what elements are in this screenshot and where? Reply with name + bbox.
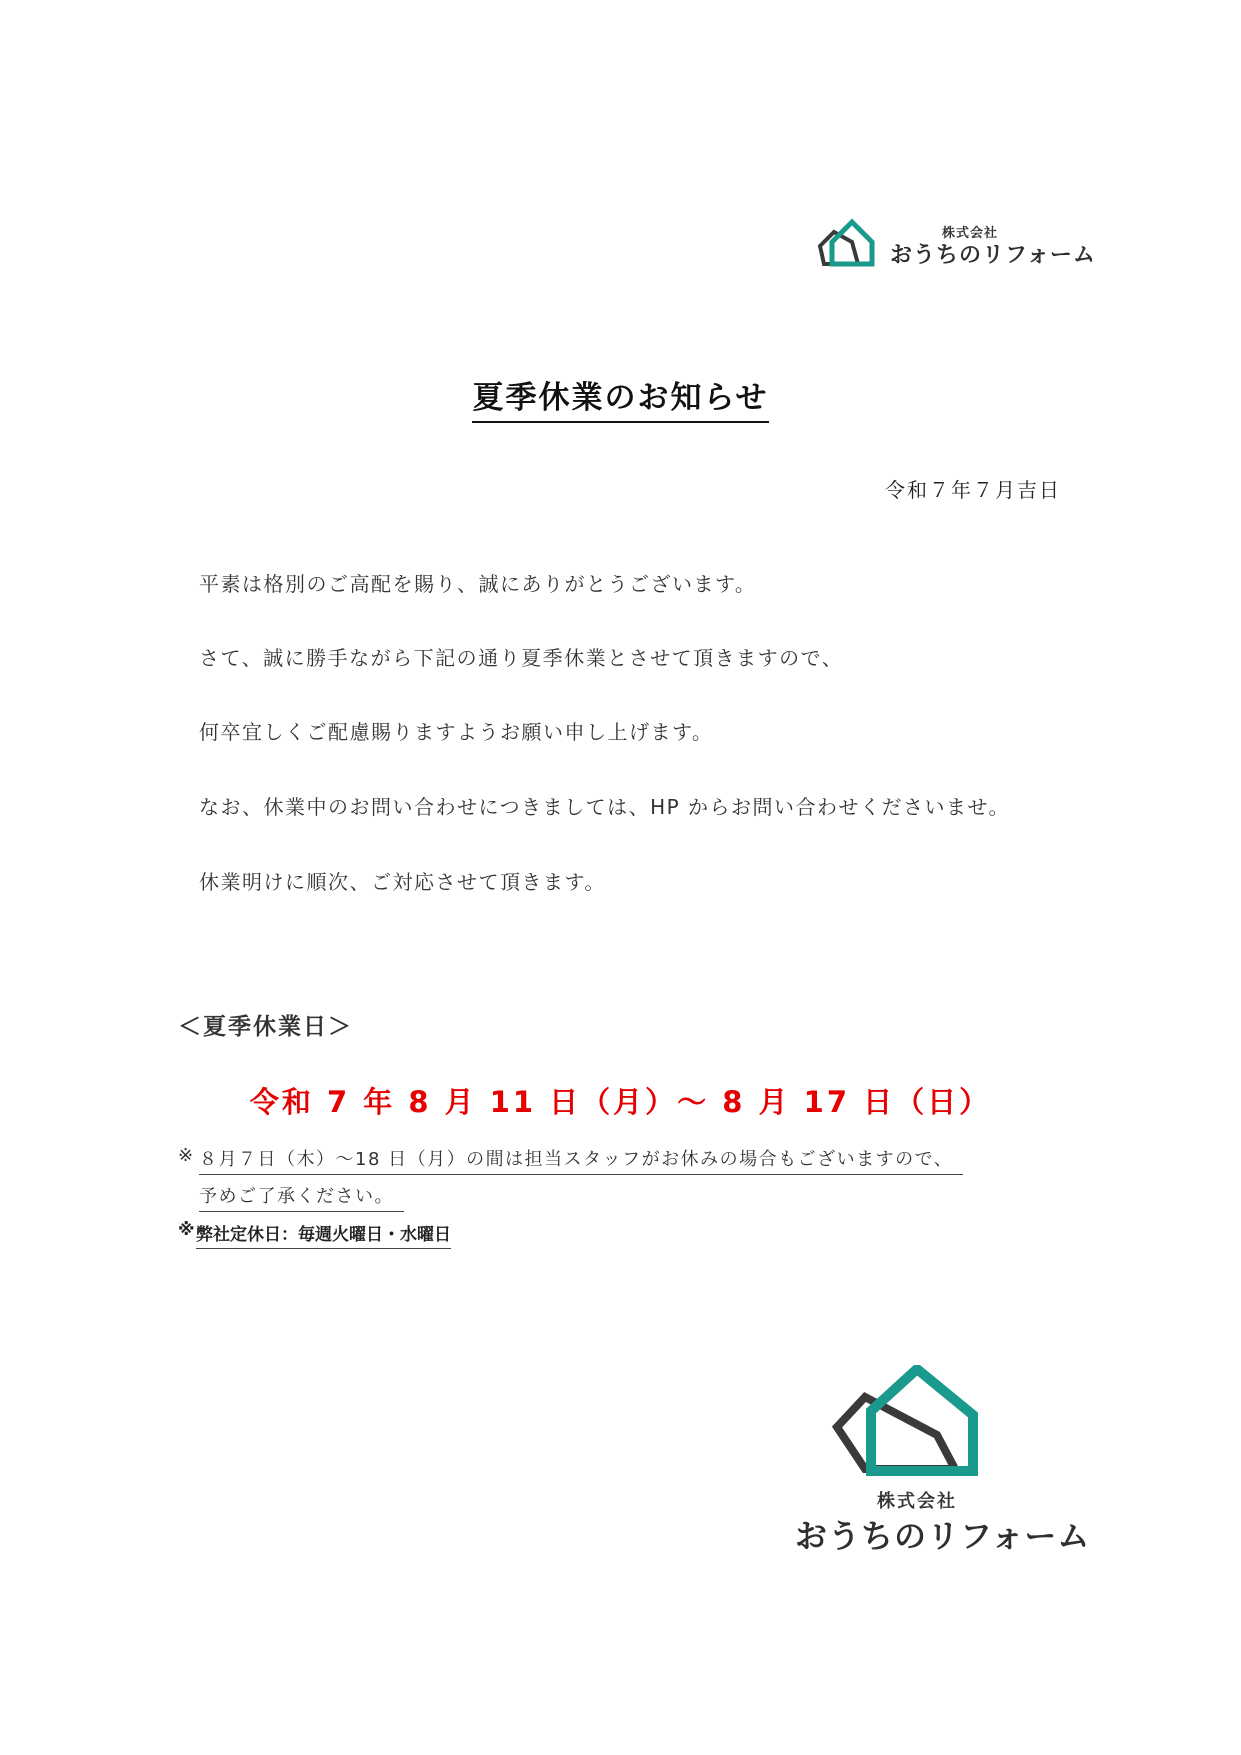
issue-date: 令和７年７月吉日 <box>885 478 1061 502</box>
logo-company-name: おうちのリフォーム <box>795 1517 1091 1555</box>
note-mark: ※ <box>178 1145 194 1166</box>
note-mark: ※ <box>178 1220 195 1240</box>
header-logo <box>812 218 1096 276</box>
paragraph-inquiry: なお、休業中のお問い合わせにつきましては、HP からお問い合わせくださいませ。 <box>199 795 1010 819</box>
paragraph-resume: 休業明けに順次、ご対応させて頂きます。 <box>199 870 606 894</box>
holiday-date-range: 令和 7 年 8 月 11 日（月）～ 8 月 17 日（日） <box>249 1085 992 1119</box>
page-title-wrapper <box>0 372 1241 423</box>
logo-company-name: おうちのリフォーム <box>890 243 1096 268</box>
holiday-heading: ＜夏季休業日＞ <box>178 1014 353 1040</box>
paragraph-announcement: さて、誠に勝手ながら下記の通り夏季休業とさせて頂きますので、 <box>199 646 844 670</box>
note-staff-line2: 予めご了承ください。 <box>199 1182 404 1212</box>
paragraph-greeting: 平素は格別のご高配を賜り、誠にありがとうございます。 <box>199 572 757 596</box>
footer-logo <box>795 1365 1091 1555</box>
paragraph-request: 何卒宜しくご配慮賜りますようお願い申し上げます。 <box>199 720 714 744</box>
house-logo-icon <box>825 1365 1005 1485</box>
logo-kabushiki-text: 株式会社 <box>942 226 999 241</box>
page-title: 夏季休業のお知らせ <box>472 372 768 423</box>
note-regular-holidays: 弊社定休日：毎週火曜日・水曜日 <box>196 1220 451 1249</box>
logo-kabushiki-text: 株式会社 <box>877 1491 957 1512</box>
house-logo-icon <box>812 218 892 268</box>
note-staff-line1: ８月７日（木）～18 日（月）の間は担当スタッフがお休みの場合もございますので、 <box>199 1145 963 1175</box>
